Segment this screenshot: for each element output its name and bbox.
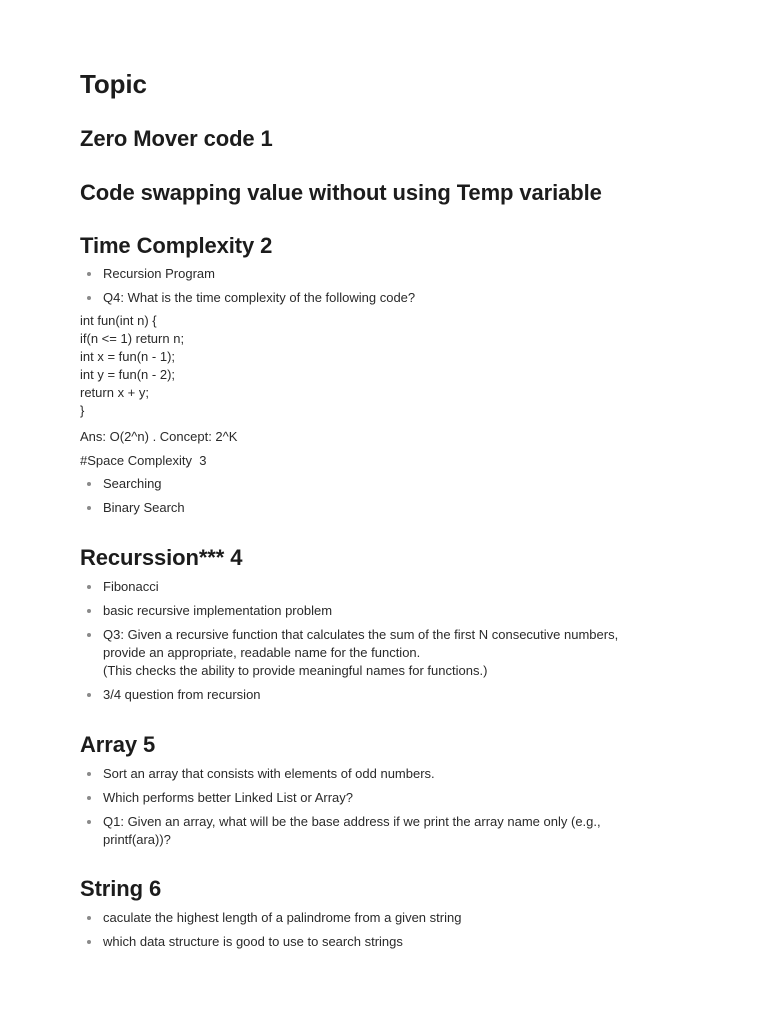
list-item-text: Q4: What is the time complexity of the following code?: [103, 290, 416, 305]
bullet-icon: [87, 940, 91, 944]
code-line: }: [80, 403, 85, 418]
list-item-text: printf(ara))?: [103, 832, 171, 847]
list-item: [80, 578, 700, 596]
list-item: [80, 765, 700, 783]
code-line: int x = fun(n - 1);: [80, 349, 176, 364]
code-block: [80, 312, 184, 420]
list-item-text: Sort an array that consists with elements of odd numbers.: [103, 766, 435, 781]
list-item-text: Q3: Given a recursive function that calculates the sum of the first N consecutive numbers,: [103, 627, 619, 642]
space-complexity-text: #Space Complexity 3: [80, 453, 207, 468]
list-item: [80, 933, 700, 951]
heading-time-complexity: Time Complexity 2: [80, 233, 273, 258]
bullet-icon: [87, 796, 91, 800]
answer-text: Ans: O(2^n) . Concept: 2^K: [80, 429, 238, 444]
time-complexity-list: [80, 265, 700, 313]
list-item-text: which data structure is good to use to search strings: [103, 934, 403, 949]
heading-array: Array 5: [80, 732, 156, 757]
bullet-icon: [87, 482, 91, 486]
list-item: [80, 813, 700, 849]
list-item-text: Fibonacci: [103, 579, 159, 594]
bullet-icon: [87, 272, 91, 276]
bullet-icon: [87, 296, 91, 300]
code-line: if(n <= 1) return n;: [80, 331, 185, 346]
list-item: [80, 626, 700, 680]
list-item: [80, 289, 700, 307]
list-item: [80, 265, 700, 283]
code-line: int y = fun(n - 2);: [80, 367, 176, 382]
bullet-icon: [87, 693, 91, 697]
list-item-text: Searching: [103, 476, 162, 491]
list-item: [80, 686, 700, 704]
list-item: [80, 789, 700, 807]
code-line: int fun(int n) {: [80, 313, 157, 328]
bullet-icon: [87, 820, 91, 824]
list-item: [80, 909, 700, 927]
list-item-text: basic recursive implementation problem: [103, 603, 333, 618]
bullet-icon: [87, 633, 91, 637]
recursion-list: [80, 578, 700, 710]
bullet-icon: [87, 506, 91, 510]
space-complexity-list: [80, 475, 700, 523]
list-item: [80, 499, 700, 517]
bullet-icon: [87, 585, 91, 589]
heading-recursion: Recurssion*** 4: [80, 545, 243, 570]
heading-topic: Topic: [80, 69, 147, 99]
list-item-text: Q1: Given an array, what will be the base address if we print the array name only (e.g.,: [103, 814, 601, 829]
list-item-text: Which performs better Linked List or Array?: [103, 790, 353, 805]
list-item-text: 3/4 question from recursion: [103, 687, 261, 702]
list-item: [80, 475, 700, 493]
bullet-icon: [87, 772, 91, 776]
list-item-text: caculate the highest length of a palindrome from a given string: [103, 910, 462, 925]
bullet-icon: [87, 609, 91, 613]
list-item: [80, 602, 700, 620]
heading-zero-mover: Zero Mover code 1: [80, 126, 273, 151]
heading-string: String 6: [80, 876, 162, 901]
heading-code-swapping: Code swapping value without using Temp variable: [80, 180, 602, 205]
string-list: [80, 909, 700, 957]
bullet-icon: [87, 916, 91, 920]
list-item-text: Recursion Program: [103, 266, 215, 281]
list-item-text: Binary Search: [103, 500, 185, 515]
list-item-text: (This checks the ability to provide meaningful names for functions.): [103, 663, 488, 678]
array-list: [80, 765, 700, 855]
list-item-text: provide an appropriate, readable name for the function.: [103, 645, 421, 660]
code-line: return x + y;: [80, 385, 149, 400]
